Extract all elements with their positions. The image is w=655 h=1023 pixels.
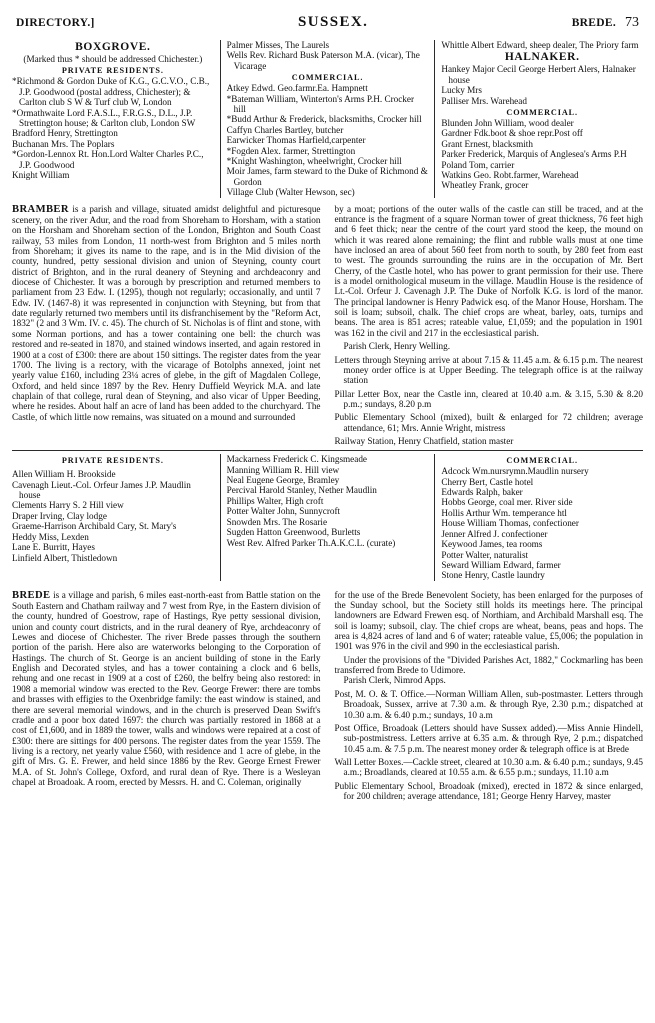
bramber-private-residents-label: PRIVATE RESIDENTS. xyxy=(61,456,164,466)
bramber-commercial-col xyxy=(434,454,643,580)
list-item: Jenner Alfred J. confectioner xyxy=(441,528,548,539)
brede-parish-clerk: Parish Clerk, Nimrod Apps. xyxy=(343,675,446,686)
list-item: Manning William R. Hill view xyxy=(226,464,340,475)
list-item: Draper Irving, Clay lodge xyxy=(12,510,107,521)
bramber-letters: Letters through Steyning arrive at about 7.15 & 11.45 a.m. & 6.15 p.m. The nearest money order office is at Upper Beeding. The telegraph office is at the railway station xyxy=(334,354,643,386)
column-1-top xyxy=(12,40,220,198)
list-item: Clements Harry S. 2 Hill view xyxy=(12,500,124,511)
bramber-residents-col-2 xyxy=(220,454,435,580)
brede-post-office-main: Post, M. O. & T. Office.—Norman William Allen, sub-postmaster. Letters through Broadoak, Sussex, arrive at 7.30 a.m. & through Rye, 2.30 p.m.; dispatched at 10.30 a.m. & 6.40 p.m.; sundays, 10 a.m xyxy=(334,688,643,720)
list-item: Palmer Misses, The Laurels xyxy=(226,40,330,50)
list-item: Bradford Henry, Strettington xyxy=(12,128,118,139)
list-item: Phillips Walter, High croft xyxy=(226,495,324,506)
boxgrove-private-residents-label: PRIVATE RESIDENTS. xyxy=(61,66,164,76)
brede-article-left xyxy=(12,590,328,802)
list-item: *Knight Washington, wheelwright, Crocker hill xyxy=(226,156,402,167)
list-item: Cavenagh Lieut.-Col. Orfeur James J.P. Maudlin house xyxy=(12,479,191,501)
brede-article xyxy=(12,590,643,802)
list-item: West Rev. Alfred Parker Th.A.K.C.L. (curate) xyxy=(226,537,396,548)
column-3-top xyxy=(434,40,643,198)
brede-public-elementary-school: Public Elementary School, Broadoak (mixed), erected in 1872 & since enlarged, for 200 children; average attendance, 181; George Henry Harvey, master xyxy=(334,780,643,801)
bramber-residents-col-1 xyxy=(12,454,220,580)
boxgrove-halnaker-block xyxy=(12,40,643,198)
list-item: House William Thomas, confectioner xyxy=(441,518,579,529)
list-item: Parker Frederick, Marquis of Anglesea's Arms P.H xyxy=(441,149,627,160)
list-item: Caffyn Charles Bartley, butcher xyxy=(226,124,344,135)
brede-wall-letter-boxes: Wall Letter Boxes.—Cackle street, cleared at 10.30 a.m. & 6.40 p.m.; sundays, 9.45 a.m.; Broadlands, cleared at 10.55 a.m. & 6.55 p.m.; sundays, 11.10 a.m xyxy=(334,756,643,778)
bramber-commercial-label: COMMERCIAL. xyxy=(506,456,578,466)
list-item: Potter Walter, naturalist xyxy=(441,549,529,560)
running-head-center: SUSSEX. xyxy=(298,14,369,30)
list-item: Seward William Edward, farmer xyxy=(441,559,561,570)
running-head xyxy=(12,14,643,31)
running-head-right xyxy=(572,15,639,31)
column-2-top xyxy=(220,40,435,198)
list-item: Palliser Mrs. Warehead xyxy=(441,95,527,106)
list-item: Moir James, farm steward to the Duke of Richmond & Gordon xyxy=(226,166,428,187)
list-item: Earwicker Thomas Harfield,carpenter xyxy=(226,135,366,146)
page-number: 73 xyxy=(625,15,639,30)
running-head-place: BREDE. xyxy=(571,17,616,29)
list-item: Edwards Ralph, baker xyxy=(441,487,523,498)
boxgrove-note: (Marked thus * should be addressed Chichester.) xyxy=(23,54,203,64)
list-item: Stone Henry, Castle laundry xyxy=(441,570,545,581)
list-item: Wheatley Frank, grocer xyxy=(441,180,529,191)
list-item: Cherry Bert, Castle hotel xyxy=(441,476,534,487)
running-head-left: DIRECTORY.] xyxy=(16,17,95,29)
list-item: Allen William H. Brookside xyxy=(12,469,116,480)
list-item: Potter Walter John, Sunnycroft xyxy=(226,506,341,517)
boxgrove-heading: BOXGROVE. xyxy=(75,41,151,53)
list-item: Hollis Arthur Wm. temperance htl xyxy=(441,507,567,518)
brede-body-left: BREDE is a village and parish, 6 miles east-north-east from Battle station on the South Eastern and Chatham railway and 7 west from Rye, in the Eastern division of the county, hundred of Goestrow, rape of Hastings, Rye petty sessional division, union and county court districts, and in the rural deanery of Rye, archdeaconry of Lewes and diocese of Chichester. The river Brede passes through the southern portion of the parish. Here also are waterworks belonging to the Corporation of Hastings. The church of St. George is an ancient building of stone in the Early English and Decorated styles, and has a tower containing a clock and 6 bells, rehung and one recast in 1909 at a cost of £260, the belfry being also restored: in 1908 a memorial window was erected to the Rev. George Frewer: there are tombs and brasses with effigies to the Oxenbridge family: the east window is stained, and there are several memorial windows, and in the church is preserved Dean Swift's cradle and a poor box dated 1697: the church was partially restored in 1868 at a cost of £1,600, and in 1889 the tower, walls and windows were repaired at a cost of £300: there are sittings for 400 persons. The register dates from the year 1559. The living is a rectory, net yearly value £560, with residence and 1 acre of glebe, in the gift of Mrs. G. E. Frewer, and held since 1886 by the Rev. George Ernest Frewer M.A. of St. John's College, Oxford, and rural dean of Rye. There is a Wesleyan chapel at Broadoak. A room, erected by Messrs. H. and C. Coleman, originally xyxy=(12,589,321,787)
list-item: Hankey Major Cecil George Herbert Alers, Halnaker house xyxy=(441,64,636,85)
brede-body-right: for the use of the Brede Benevolent Society, has been enlarged for the purposes of the Sunday school, but the Society still holds its meetings here. The principal landowners are Edward Frewen esq. of Northiam, and Archibald Marshall esq. The soil is loamy; subsoil, clay. The chief crops are wheat, beans, peas and hops. The area is 4,824 acres of land and 6 of water; rateable value, £5,006; the population in 1901 was 976 in the civil and 990 in the ecclesiastical parish. xyxy=(334,589,643,652)
list-item: Knight William xyxy=(12,169,70,180)
list-item: Atkey Edwd. Geo.farmr.Ea. Hampnett xyxy=(226,83,368,94)
bramber-parish-clerk: Parish Clerk, Henry Welling. xyxy=(343,341,451,352)
list-item: *Fogden Alex. farmer, Strettington xyxy=(226,145,356,156)
list-item: Village Club (Walter Hewson, sec) xyxy=(226,187,355,198)
bramber-article-left xyxy=(12,204,328,447)
list-item: Lane E. Burritt, Hayes xyxy=(12,542,95,553)
brede-article-right xyxy=(328,590,644,802)
list-item: Keywood James, tea rooms xyxy=(441,539,543,550)
list-item: Sugden Hatton Greenwood, Burletts xyxy=(226,527,361,538)
bramber-article-right xyxy=(328,204,644,447)
bramber-railway-station: Railway Station, Henry Chatfield, station master xyxy=(334,435,514,446)
bramber-body-left: BRAMBER is a parish and village, situated amidst delightful and picturesque scenery, on the river Adur, and the road from Shoreham to Horsham, with a station on the Horsham and Shoreham section of the London, Brighton and South Coast railway, 53 miles from London, 11 north-west from Brighton and 5 miles north from Shoreham; it gives its name to the rape, and is in the Mid division of the county, hundred, petty sessional division and union of Steyning, county court district of Brighton, and in the rural deanery of Steyning and archdeaconry and diocese of Chichester. It was a borough by prescription and returned members to parliament from 23 Edw. I. (1295), though not regularly; occasionally, and until 7 Edw. IV. (1467-8) it was represented in conjunction with Steyning, but from that date regularly returned two members until its disfranchisement by the "Reform Act, 1832" (2 and 3 Wm. IV. c. 45). The church of St. Nicholas is of flint and stone, with some Norman portions, and has a tower containing one bell: the church was restored and re-seated in 1870, and stained windows inserted, and again restored in 1900 at a cost of £300: there are about 150 sittings. The register dates from the year 1700. The living is a rectory, with the vicarage of Botolphs annexed, joint net yearly value £160, including 23¼ acres of glebe, in the gift of Magdalen College, Oxford, and held since 1897 by the Rev. Henry Duffield Weyrick M.A. and late chaplain of that college, rural dean of Steyning, and also vicar of Upper Beeding, where he resides. About half an acre of land has been added to the churchyard. The Castle, of which little now remains, was situated on a mound and surrounded xyxy=(12,203,321,422)
brede-divided-parishes-act: Under the provisions of the "Divided Parishes Act, 1882," Cockmarling has been transferred from Brede to Udimore. xyxy=(334,654,643,676)
list-item: *Richmond & Gordon Duke of K.G., G.C.V.O., C.B., J.P. Goodwood (postal address, Chichester); & Carlton club S W & Turf club W, London xyxy=(12,76,210,108)
list-item: *Bateman William, Winterton's Arms P.H. Crocker hill xyxy=(226,93,415,115)
spacer xyxy=(12,581,643,590)
list-item: Neal Eugene George, Bramley xyxy=(226,475,340,486)
halnaker-heading: HALNAKER. xyxy=(504,51,580,64)
halnaker-commercial-label: COMMERCIAL. xyxy=(506,108,578,118)
list-item: Adcock Wm.nursrymn.Maudlin nursery xyxy=(441,466,589,477)
list-item: Wells Rev. Richard Busk Paterson M.A. (vicar), The Vicarage xyxy=(226,50,420,71)
list-item: Mackarness Frederick C. Kingsmeade xyxy=(226,454,367,465)
bramber-body-right: by a moat; portions of the outer walls of the castle can still be traced, and at the entrance is the fragment of a square Norman tower of great thickness, 76 feet high and 6 feet thick; near the centre of the court yard stood the keep, the mound on which it was reared alone remaining; the flint and rubble walls must at one time have inclosed an area of about 560 feet from north to south, by 280 feet from east to west. The grounds surrounding the ruins are in the occupation of Mr. Bert Cherry, of the Castle hotel, who has power to grant permission for their use. There is a model ornithological museum in the village. Maudlin House is the residence of Lt.-Col. Orfeur J. Cavenagh J.P. The Duke of Norfolk K.G. is lord of the manor. The principal landowner is Henry Padwick esq. of the Manor House, Horsham. The soil is loam; subsoil, chalk. The chief crops are wheat, barley, oats, turnips and beans. The area is 851 acres; rateable value, £1,059; and the population in 1901 was 162 in the civil and 217 in the ecclesiastical parish. xyxy=(334,203,643,338)
list-item: Linfield Albert, Thistledown xyxy=(12,552,118,563)
list-item: Hobbs George, coal mer. River side xyxy=(441,497,573,508)
list-item: Lucky Mrs xyxy=(441,85,482,96)
list-item: Grant Ernest, blacksmith xyxy=(441,138,533,149)
bramber-article xyxy=(12,204,643,447)
list-item: Watkins Geo. Robt.farmer, Warehead xyxy=(441,170,579,181)
list-item: *Gordon-Lennox Rt. Hon.Lord Walter Charles P.C., J.P. Goodwood xyxy=(12,149,204,170)
list-item: Heddy Miss, Lexden xyxy=(12,531,89,542)
list-item: *Budd Arthur & Frederick, blacksmiths, Crocker hill xyxy=(226,114,422,125)
brede-post-office-broadoak: Post Office, Broadoak (Letters should have Sussex added).—Miss Annie Hindell, sub-postmistress. Letters arrive at 6.35 a.m. & through Rye, 2 p.m.; dispatched 10.45 a.m. & 7.5 p.m. The nearest money order & telegraph office is at Brede xyxy=(334,722,643,754)
list-item: Percival Harold Stanley, Nether Maudlin xyxy=(226,485,377,496)
list-item: Blunden John William, wood dealer xyxy=(441,118,574,129)
list-item: Snowden Mrs. The Rosarie xyxy=(226,516,328,527)
list-item: *Ormathwaite Lord F.A.S.L., F.R.G.S., D.L., J.P. Strettington house; & Carlton club, London SW xyxy=(12,107,196,128)
bramber-public-elementary-school: Public Elementary School (mixed), built & enlarged for 72 children; average attendance, 61; Mrs. Annie Wright, mistress xyxy=(334,412,643,433)
list-item: Whittle Albert Edward, sheep dealer, The Priory farm xyxy=(441,40,639,50)
list-item: Buchanan Mrs. The Poplars xyxy=(12,138,115,149)
list-item: Poland Tom, carrier xyxy=(441,159,515,170)
bramber-pillar-letter-box: Pillar Letter Box, near the Castle inn, cleared at 10.40 a.m. & 3.15, 5.30 & 8.20 p.m.; sundays, 8.20 p.m xyxy=(334,388,643,409)
list-item: Gardner Fdk.boot & shoe repr.Post off xyxy=(441,128,583,139)
list-item: Graeme-Harrison Archibald Cary, St. Mary's xyxy=(12,521,177,532)
boxgrove-commercial-label: COMMERCIAL. xyxy=(291,73,364,83)
bramber-listings-block xyxy=(12,450,643,580)
